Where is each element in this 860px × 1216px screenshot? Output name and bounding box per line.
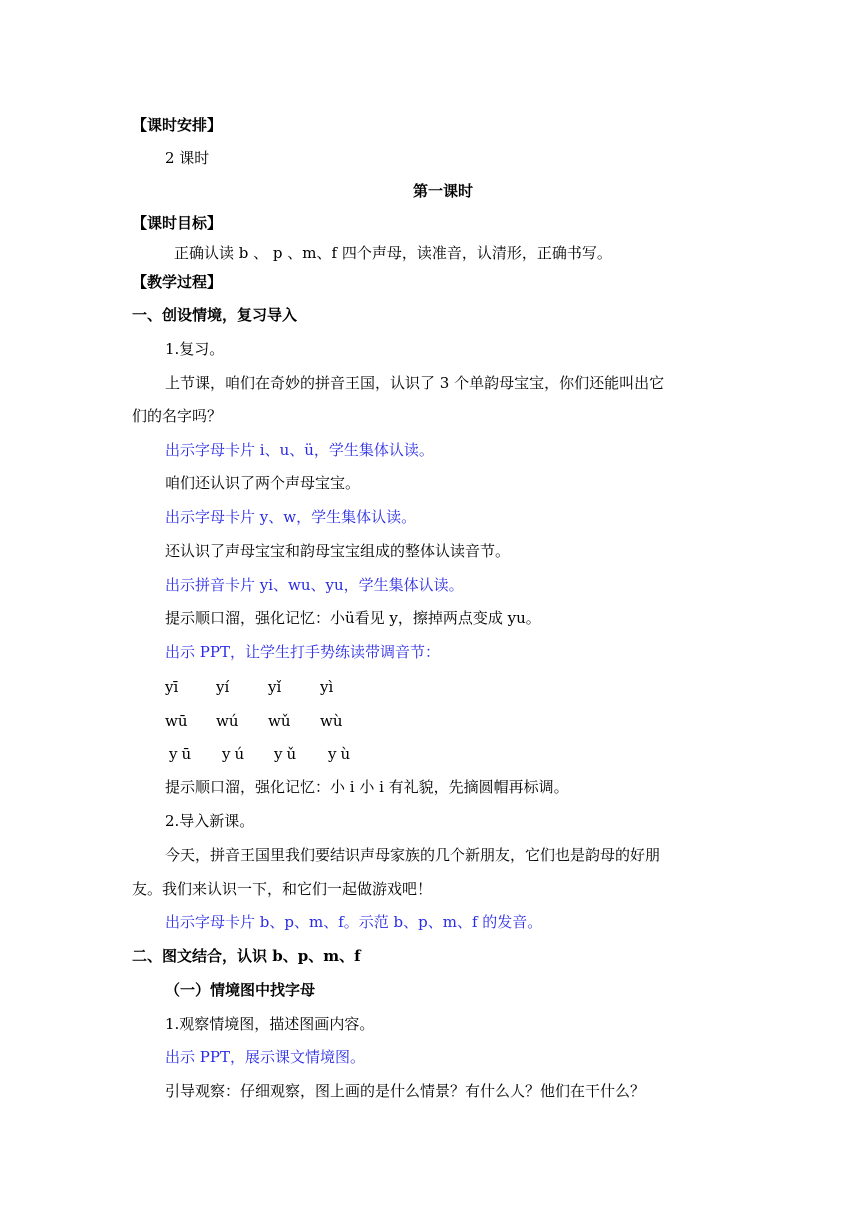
syllable: yǐ xyxy=(268,678,282,696)
observe-title: 1.观察情境图，描述图画内容。 xyxy=(165,1015,375,1033)
syllable: yū xyxy=(169,745,196,763)
paragraph-line: 们的名字吗？ xyxy=(132,407,223,425)
syllable: yì xyxy=(320,678,334,696)
part1-heading: 一、创设情境，复习导入 xyxy=(132,306,298,324)
teacher-action: 出示字母卡片 y、w，学生集体认读。 xyxy=(165,508,417,526)
review-title: 1.复习。 xyxy=(165,340,225,358)
syllable: yù xyxy=(328,745,355,763)
rhyme-tip: 提示顺口溜，强化记忆：小ü看见 y，擦掉两点变成 yu。 xyxy=(165,609,541,627)
teacher-action: 出示字母卡片 i、u、ü，学生集体认读。 xyxy=(165,441,434,459)
paragraph-line: 友。我们来认识一下，和它们一起做游戏吧！ xyxy=(132,880,433,898)
syllable: wǔ xyxy=(268,712,291,730)
syllable: yí xyxy=(216,678,230,696)
part2-subheading: （一）情境图中找字母 xyxy=(165,981,316,999)
paragraph-line: 咱们还认识了两个声母宝宝。 xyxy=(165,474,361,492)
syllable: yǔ xyxy=(274,745,301,763)
intro-title: 2.导入新课。 xyxy=(165,812,255,830)
teacher-action: 出示 PPT，让学生打手势练读带调音节： xyxy=(165,643,440,661)
lesson-schedule-heading: 【课时安排】 xyxy=(132,116,223,134)
paragraph-line: 今天，拼音王国里我们要结识声母家族的几个新朋友，它们也是韵母的好朋 xyxy=(165,846,661,864)
lesson-goal-heading: 【课时目标】 xyxy=(132,214,223,232)
lesson-schedule-value: 2 课时 xyxy=(165,149,210,167)
syllable: yī xyxy=(165,678,179,696)
tone-row xyxy=(165,677,333,697)
syllable: wū xyxy=(165,712,188,730)
lesson-goal-text: 正确认读 b 、 p 、m、f 四个声母，读准音，认清形，正确书写。 xyxy=(174,244,612,262)
teacher-action: 出示字母卡片 b、p、m、f。示范 b、p、m、f 的发音。 xyxy=(165,913,543,931)
part2-heading: 二、图文结合，认识 b、p、m、f xyxy=(132,947,361,965)
tone-row xyxy=(165,711,343,731)
tone-row xyxy=(169,744,354,764)
rhyme-tip: 提示顺口溜，强化记忆：小 i 小 i 有礼貌，先摘圆帽再标调。 xyxy=(165,778,569,796)
teacher-action: 出示拼音卡片 yi、wu、yu，学生集体认读。 xyxy=(165,576,464,594)
syllable: wù xyxy=(320,712,343,730)
paragraph-line: 上节课，咱们在奇妙的拼音王国，认识了 3 个单韵母宝宝，你们还能叫出它 xyxy=(165,374,665,392)
guide-text: 引导观察：仔细观察，图上画的是什么情景？有什么人？他们在干什么？ xyxy=(165,1082,646,1100)
section-title: 第一课时 xyxy=(413,182,474,200)
paragraph-line: 还认识了声母宝宝和韵母宝宝组成的整体认读音节。 xyxy=(165,542,511,560)
syllable: yú xyxy=(222,745,249,763)
process-heading: 【教学过程】 xyxy=(132,273,223,291)
syllable: wú xyxy=(216,712,239,730)
teacher-action: 出示 PPT，展示课文情境图。 xyxy=(165,1048,365,1066)
